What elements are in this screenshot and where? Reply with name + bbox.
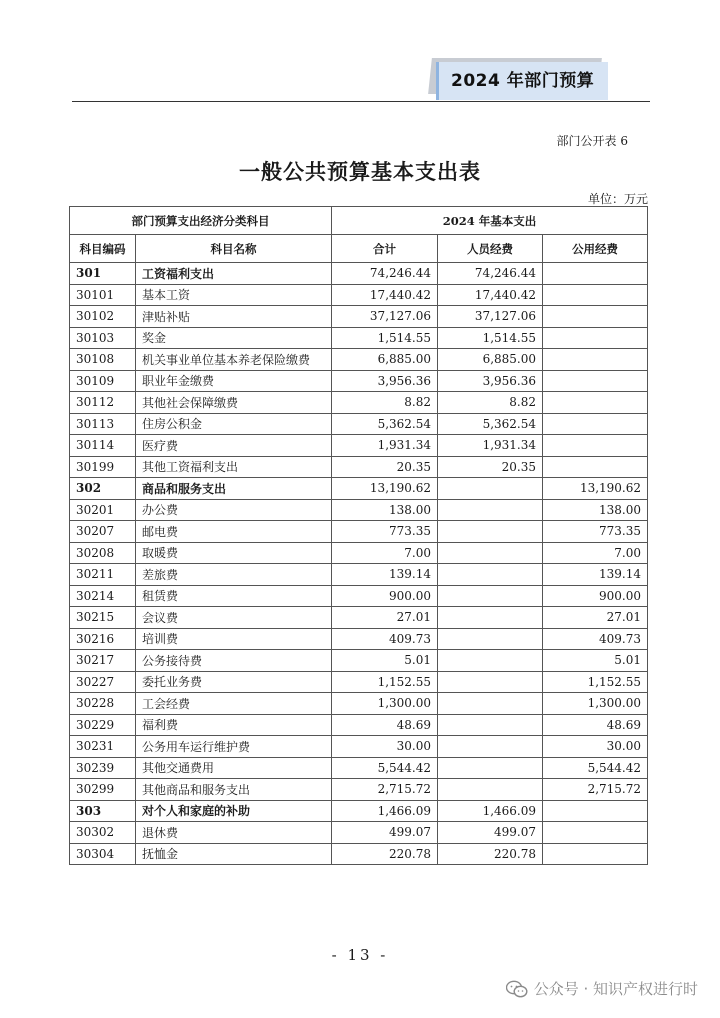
cell-total: 7.00 (332, 542, 438, 564)
cell-total: 138.00 (332, 499, 438, 521)
table-row (70, 349, 648, 371)
cell-personnel (438, 650, 543, 672)
cell-public: 139.14 (543, 564, 648, 586)
cell-personnel: 1,514.55 (438, 327, 543, 349)
table-row (70, 757, 648, 779)
cell-code: 303 (70, 800, 136, 822)
cell-total: 27.01 (332, 607, 438, 629)
cell-total: 773.35 (332, 521, 438, 543)
cell-public: 13,190.62 (543, 478, 648, 500)
cell-name: 邮电费 (136, 521, 332, 543)
table-row (70, 693, 648, 715)
cell-personnel (438, 671, 543, 693)
cell-total: 139.14 (332, 564, 438, 586)
cell-public (543, 413, 648, 435)
cell-code: 301 (70, 263, 136, 285)
cell-total: 17,440.42 (332, 284, 438, 306)
cell-code: 30304 (70, 843, 136, 865)
cell-personnel (438, 757, 543, 779)
cell-public: 138.00 (543, 499, 648, 521)
cell-personnel: 220.78 (438, 843, 543, 865)
unit-label: 单位：万元 (587, 192, 648, 206)
watermark (506, 978, 698, 999)
cell-public (543, 263, 648, 285)
table-row (70, 542, 648, 564)
cell-total: 2,715.72 (332, 779, 438, 801)
cell-code: 302 (70, 478, 136, 500)
cell-public: 48.69 (543, 714, 648, 736)
cell-code: 30302 (70, 822, 136, 844)
table-row (70, 800, 648, 822)
cell-personnel: 37,127.06 (438, 306, 543, 328)
table-row (70, 607, 648, 629)
cell-public: 30.00 (543, 736, 648, 758)
column-header-total: 合计 (332, 235, 438, 263)
cell-code: 30228 (70, 693, 136, 715)
group-header-basic-expenditure: 2024 年基本支出 (332, 207, 648, 235)
cell-personnel (438, 521, 543, 543)
cell-code: 30108 (70, 349, 136, 371)
page-number: - 13 - (331, 946, 389, 964)
table-row (70, 499, 648, 521)
cell-personnel (438, 478, 543, 500)
table-row (70, 435, 648, 457)
table-row (70, 327, 648, 349)
cell-name: 基本工资 (136, 284, 332, 306)
wechat-icon (506, 980, 528, 998)
cell-name: 办公费 (136, 499, 332, 521)
cell-name: 机关事业单位基本养老保险缴费 (136, 349, 332, 371)
table-row (70, 284, 648, 306)
cell-name: 商品和服务支出 (136, 478, 332, 500)
cell-public (543, 843, 648, 865)
cell-code: 30217 (70, 650, 136, 672)
cell-total: 220.78 (332, 843, 438, 865)
cell-name: 其他社会保障缴费 (136, 392, 332, 414)
cell-name: 差旅费 (136, 564, 332, 586)
header-rule (72, 101, 650, 102)
cell-code: 30199 (70, 456, 136, 478)
cell-personnel: 1,931.34 (438, 435, 543, 457)
cell-personnel: 5,362.54 (438, 413, 543, 435)
cell-public: 27.01 (543, 607, 648, 629)
cell-code: 30114 (70, 435, 136, 457)
cell-personnel: 3,956.36 (438, 370, 543, 392)
table-row (70, 413, 648, 435)
cell-public: 1,152.55 (543, 671, 648, 693)
table-row (70, 714, 648, 736)
cell-name: 津贴补贴 (136, 306, 332, 328)
table-row (70, 263, 648, 285)
table-row (70, 843, 648, 865)
table-row (70, 564, 648, 586)
cell-code: 30214 (70, 585, 136, 607)
cell-code: 30201 (70, 499, 136, 521)
cell-personnel: 17,440.42 (438, 284, 543, 306)
cell-code: 30103 (70, 327, 136, 349)
cell-personnel (438, 542, 543, 564)
cell-name: 奖金 (136, 327, 332, 349)
cell-name: 取暖费 (136, 542, 332, 564)
cell-public: 409.73 (543, 628, 648, 650)
cell-name: 职业年金缴费 (136, 370, 332, 392)
cell-total: 8.82 (332, 392, 438, 414)
cell-total: 30.00 (332, 736, 438, 758)
cell-name: 会议费 (136, 607, 332, 629)
cell-name: 公务接待费 (136, 650, 332, 672)
cell-total: 20.35 (332, 456, 438, 478)
cell-total: 5,362.54 (332, 413, 438, 435)
cell-personnel (438, 693, 543, 715)
cell-name: 培训费 (136, 628, 332, 650)
cell-name: 工资福利支出 (136, 263, 332, 285)
table-row (70, 822, 648, 844)
cell-total: 37,127.06 (332, 306, 438, 328)
cell-personnel (438, 499, 543, 521)
cell-name: 委托业务费 (136, 671, 332, 693)
cell-total: 1,300.00 (332, 693, 438, 715)
cell-name: 其他工资福利支出 (136, 456, 332, 478)
cell-total: 3,956.36 (332, 370, 438, 392)
cell-personnel (438, 585, 543, 607)
cell-personnel (438, 564, 543, 586)
column-header-public: 公用经费 (543, 235, 648, 263)
cell-name: 抚恤金 (136, 843, 332, 865)
cell-name: 其他商品和服务支出 (136, 779, 332, 801)
table-group-header-row (70, 207, 648, 235)
cell-personnel: 74,246.44 (438, 263, 543, 285)
cell-code: 30216 (70, 628, 136, 650)
cell-code: 30239 (70, 757, 136, 779)
cell-total: 74,246.44 (332, 263, 438, 285)
cell-personnel: 20.35 (438, 456, 543, 478)
table-row (70, 521, 648, 543)
cell-total: 499.07 (332, 822, 438, 844)
cell-total: 13,190.62 (332, 478, 438, 500)
table-row (70, 650, 648, 672)
cell-total: 5.01 (332, 650, 438, 672)
cell-personnel (438, 714, 543, 736)
table-row (70, 478, 648, 500)
cell-personnel: 6,885.00 (438, 349, 543, 371)
cell-public (543, 284, 648, 306)
cell-name: 工会经费 (136, 693, 332, 715)
cell-code: 30112 (70, 392, 136, 414)
cell-public: 7.00 (543, 542, 648, 564)
table-column-header-row (70, 235, 648, 263)
cell-public (543, 327, 648, 349)
cell-code: 30299 (70, 779, 136, 801)
cell-personnel (438, 736, 543, 758)
column-header-code: 科目编码 (70, 235, 136, 263)
table-row (70, 456, 648, 478)
cell-public (543, 370, 648, 392)
cell-public (543, 435, 648, 457)
table-row (70, 628, 648, 650)
group-header-classification: 部门预算支出经济分类科目 (70, 207, 332, 235)
cell-name: 其他交通费用 (136, 757, 332, 779)
cell-public: 900.00 (543, 585, 648, 607)
cell-total: 1,152.55 (332, 671, 438, 693)
cell-name: 租赁费 (136, 585, 332, 607)
cell-personnel (438, 607, 543, 629)
table-row (70, 306, 648, 328)
cell-public: 1,300.00 (543, 693, 648, 715)
cell-total: 409.73 (332, 628, 438, 650)
table-row (70, 392, 648, 414)
table-body (70, 263, 648, 865)
cell-public: 773.35 (543, 521, 648, 543)
cell-name: 退休费 (136, 822, 332, 844)
cell-total: 5,544.42 (332, 757, 438, 779)
cell-code: 30109 (70, 370, 136, 392)
cell-total: 1,514.55 (332, 327, 438, 349)
column-header-personnel: 人员经费 (438, 235, 543, 263)
table-row (70, 370, 648, 392)
cell-name: 医疗费 (136, 435, 332, 457)
budget-table (69, 206, 648, 865)
cell-name: 公务用车运行维护费 (136, 736, 332, 758)
cell-code: 30229 (70, 714, 136, 736)
cell-code: 30207 (70, 521, 136, 543)
column-header-name: 科目名称 (136, 235, 332, 263)
cell-public (543, 456, 648, 478)
cell-code: 30215 (70, 607, 136, 629)
cell-public (543, 800, 648, 822)
cell-public: 2,715.72 (543, 779, 648, 801)
page-title: 一般公共预算基本支出表 (239, 160, 481, 184)
cell-code: 30227 (70, 671, 136, 693)
table-row (70, 585, 648, 607)
cell-code: 30101 (70, 284, 136, 306)
cell-public (543, 306, 648, 328)
cell-personnel (438, 628, 543, 650)
cell-public (543, 392, 648, 414)
header-tab: 2024 年部门预算 (436, 62, 608, 100)
table-row (70, 779, 648, 801)
cell-personnel: 1,466.09 (438, 800, 543, 822)
cell-personnel: 8.82 (438, 392, 543, 414)
watermark-text: 公众号 · 知识产权进行时 (533, 980, 698, 998)
cell-code: 30102 (70, 306, 136, 328)
cell-name: 住房公积金 (136, 413, 332, 435)
cell-personnel: 499.07 (438, 822, 543, 844)
table-row (70, 671, 648, 693)
cell-public: 5,544.42 (543, 757, 648, 779)
cell-total: 900.00 (332, 585, 438, 607)
cell-code: 30231 (70, 736, 136, 758)
cell-name: 对个人和家庭的补助 (136, 800, 332, 822)
cell-public (543, 822, 648, 844)
cell-code: 30211 (70, 564, 136, 586)
cell-total: 6,885.00 (332, 349, 438, 371)
table-number: 部门公开表 6 (556, 134, 628, 148)
cell-total: 1,466.09 (332, 800, 438, 822)
cell-public (543, 349, 648, 371)
table-row (70, 736, 648, 758)
cell-personnel (438, 779, 543, 801)
cell-code: 30208 (70, 542, 136, 564)
cell-public: 5.01 (543, 650, 648, 672)
cell-total: 1,931.34 (332, 435, 438, 457)
cell-total: 48.69 (332, 714, 438, 736)
cell-code: 30113 (70, 413, 136, 435)
cell-name: 福利费 (136, 714, 332, 736)
